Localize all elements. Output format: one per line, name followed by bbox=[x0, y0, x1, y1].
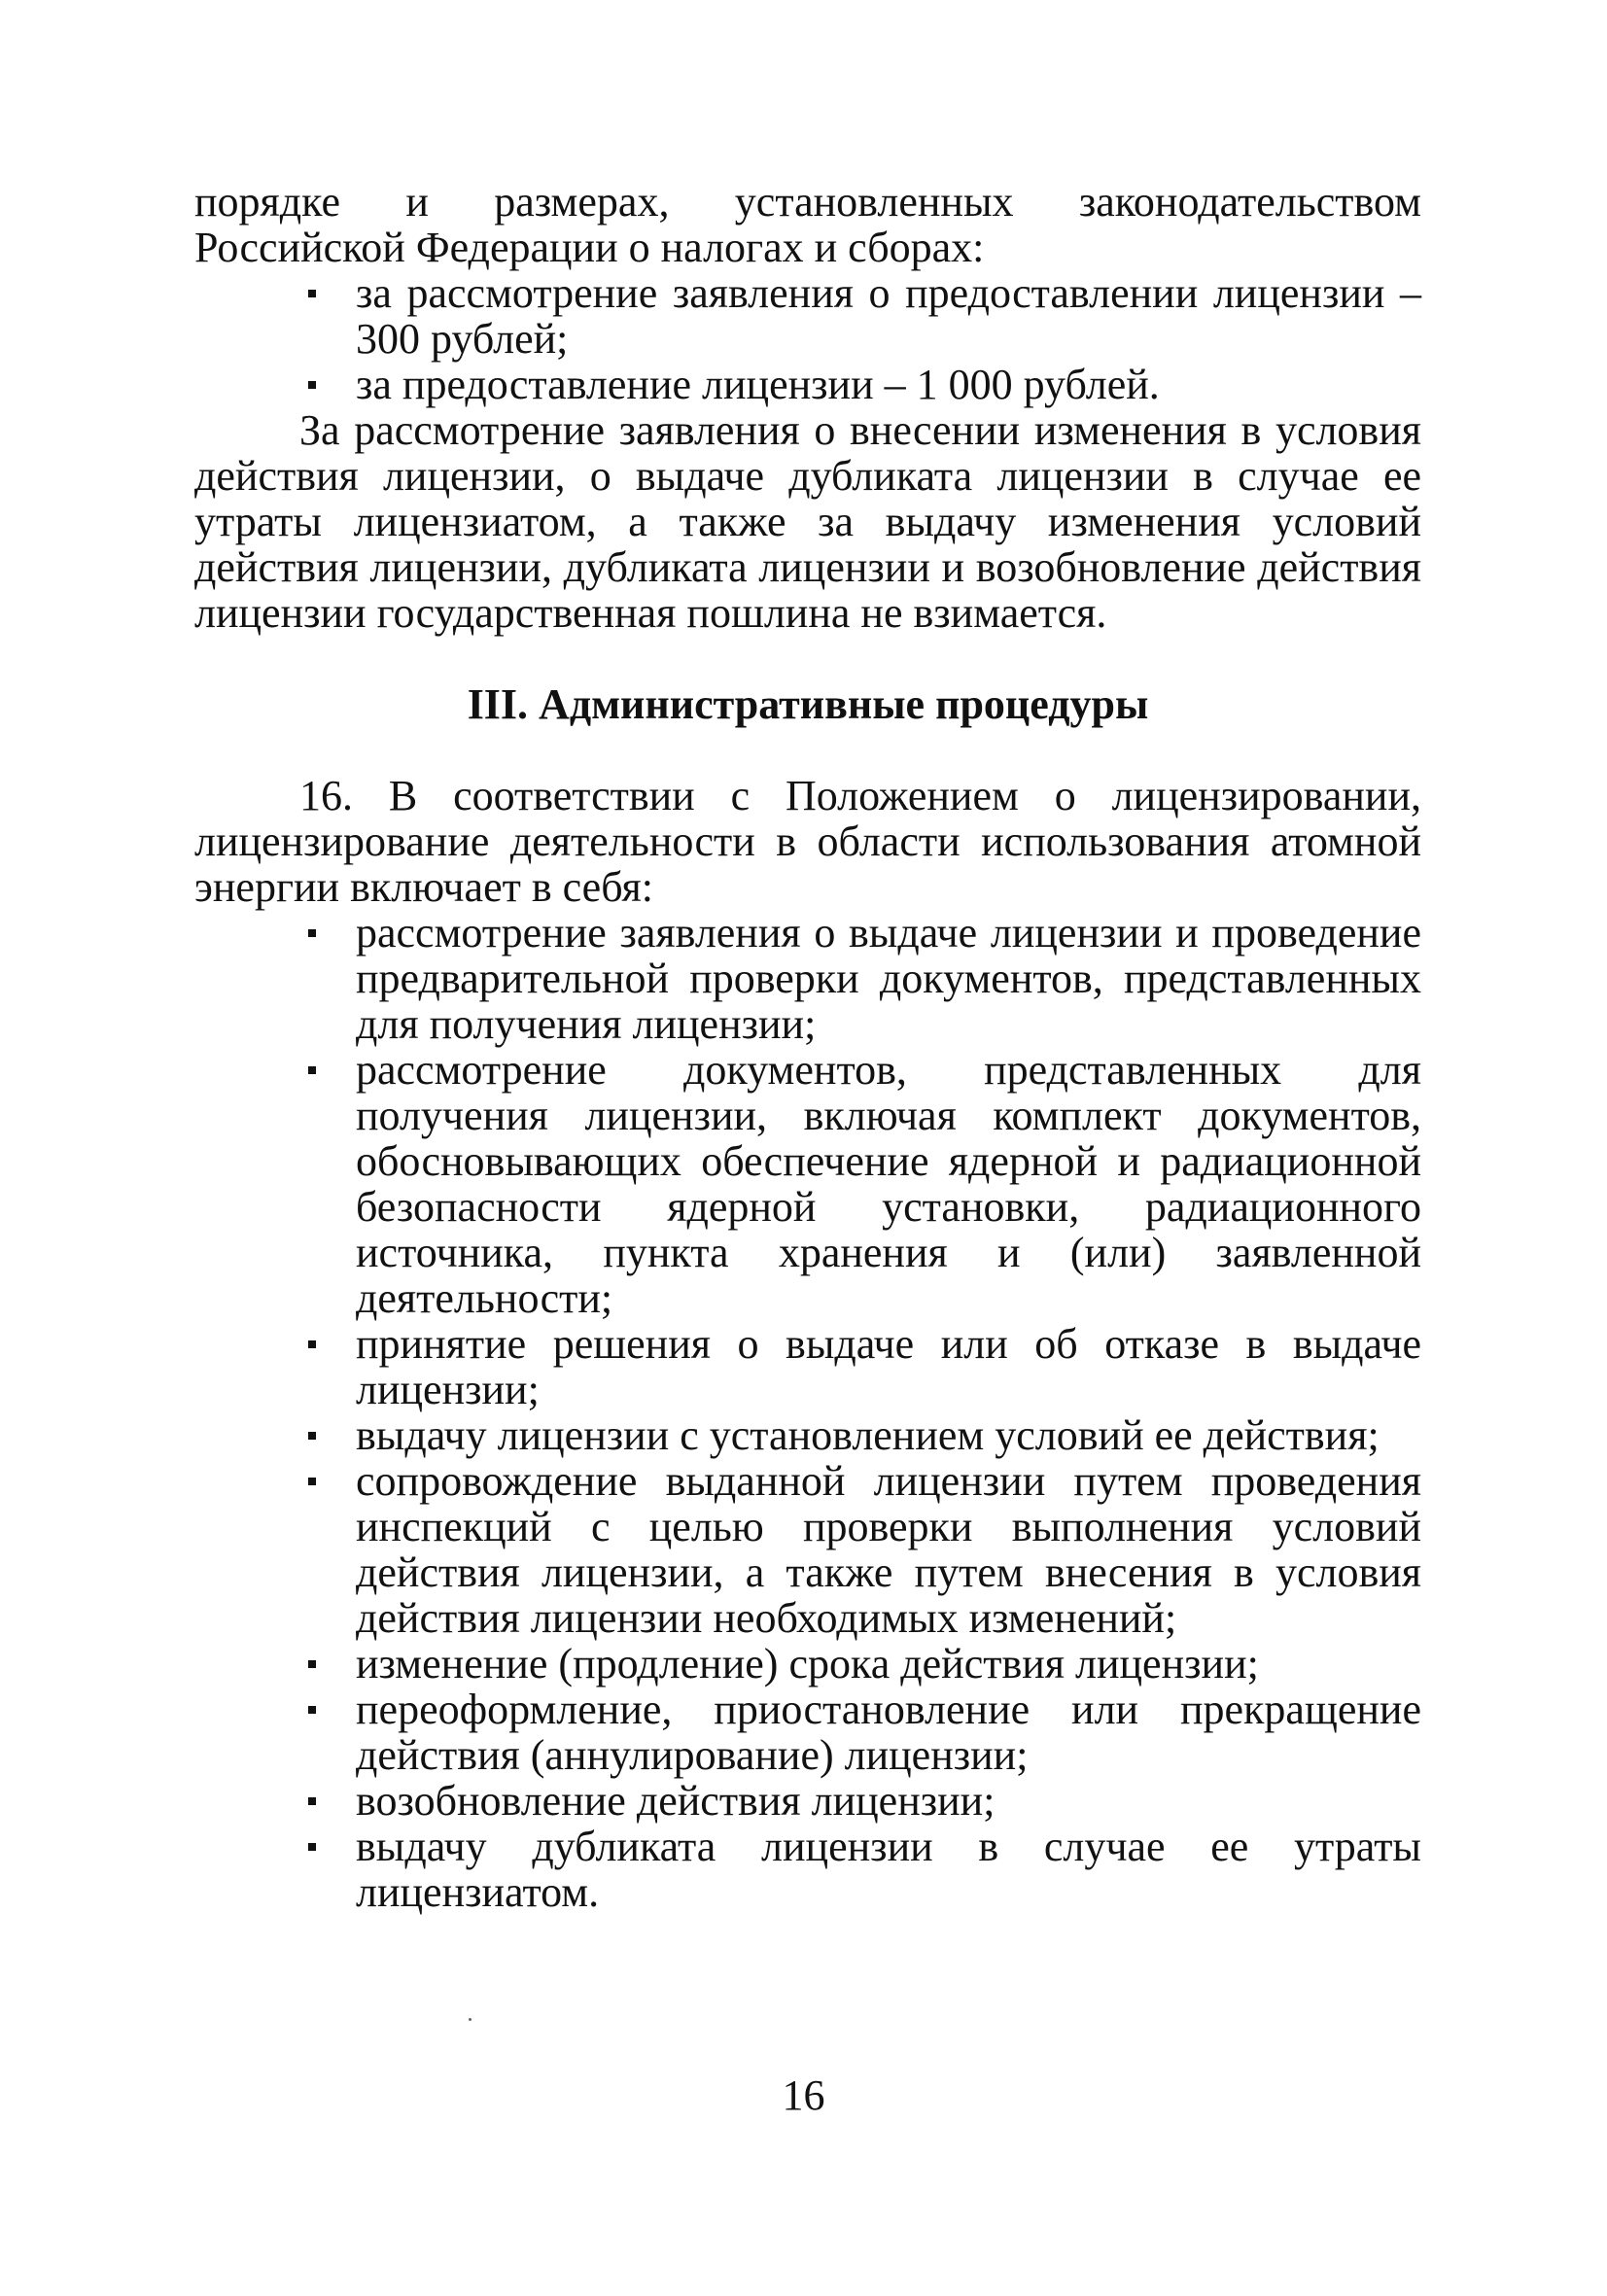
procedure-item-text: возобновление действия лицензии; bbox=[356, 1777, 996, 1825]
section-heading: III. Административные процедуры bbox=[467, 680, 1149, 728]
document-page bbox=[194, 179, 1421, 1915]
bullet-icon bbox=[308, 381, 316, 389]
procedure-list bbox=[194, 910, 1421, 1915]
bullet-icon bbox=[308, 1066, 316, 1074]
bullet-icon bbox=[308, 1432, 316, 1440]
procedure-item-text: сопровождение выданной лицензии путем проведения инспекций с целью проверки выполнения условий действия лицензии, а также путем внесения в условия действия лицензии необходимых изменений; bbox=[356, 1457, 1421, 1642]
list-item bbox=[356, 1641, 1421, 1687]
list-item bbox=[356, 1047, 1421, 1321]
clause-16-paragraph: 16. В соответствии с Положением о лицензировании, лицензирование деятельности в области использования атомной энергии включает в себя: bbox=[194, 772, 1421, 911]
bullet-icon bbox=[308, 1706, 316, 1714]
list-item bbox=[356, 1458, 1421, 1641]
fee-list bbox=[194, 270, 1421, 407]
list-item bbox=[356, 1824, 1421, 1915]
bullet-icon bbox=[308, 1478, 316, 1485]
list-item bbox=[356, 1321, 1421, 1412]
list-item bbox=[356, 910, 1421, 1047]
bullet-icon bbox=[308, 1797, 316, 1805]
fee-exemption-paragraph: За рассмотрение заявления о внесении изменения в условия действия лицензии, о выдаче дубликата лицензии в случае ее утраты лицензиатом, а также за выдачу изменения условий действия лицензии, дубликата лицензии и возобновление действия лицензии государственная пошлина не взимается. bbox=[194, 406, 1421, 637]
bullet-icon bbox=[308, 1660, 316, 1668]
page-number: 16 bbox=[782, 2071, 825, 2119]
procedure-item-text: изменение (продление) срока действия лицензии; bbox=[356, 1640, 1259, 1687]
bullet-icon bbox=[308, 1843, 316, 1851]
fee-item-text: за рассмотрение заявления о предоставлении лицензии – 300 рублей; bbox=[356, 269, 1421, 363]
bullet-icon bbox=[308, 1340, 316, 1348]
procedure-item-text: принятие решения о выдаче или об отказе в выдаче лицензии; bbox=[356, 1320, 1421, 1413]
list-item bbox=[356, 1778, 1421, 1824]
procedure-item-text: выдачу дубликата лицензии в случае ее утраты лицензиатом. bbox=[356, 1823, 1421, 1916]
procedure-item-text: переоформление, приостановление или прекращение действия (аннулирование) лицензии; bbox=[356, 1686, 1421, 1779]
procedure-item-text: выдачу лицензии с установлением условий ее действия; bbox=[356, 1411, 1380, 1459]
scan-speck bbox=[469, 2018, 472, 2021]
procedure-item-text: рассмотрение заявления о выдаче лицензии и проведение предварительной проверки документов, представленных для получения лицензии; bbox=[356, 909, 1421, 1048]
intro-paragraph: порядке и размерах, установленных законодательством Российской Федерации о налогах и сборах: bbox=[194, 178, 1421, 271]
procedure-item-text: рассмотрение документов, представленных для получения лицензии, включая комплект документов, обосновывающих обеспечение ядерной и радиационной безопасности ядерной установки, радиационного источника, пункта хранения и (или) заявленной деятельности; bbox=[356, 1046, 1421, 1322]
list-item bbox=[356, 1687, 1421, 1778]
fee-item-text: за предоставление лицензии – 1 000 рублей. bbox=[356, 361, 1160, 408]
bullet-icon bbox=[308, 290, 316, 297]
list-item bbox=[356, 1412, 1421, 1458]
list-item bbox=[356, 362, 1421, 407]
list-item bbox=[356, 270, 1421, 362]
bullet-icon bbox=[308, 929, 316, 937]
